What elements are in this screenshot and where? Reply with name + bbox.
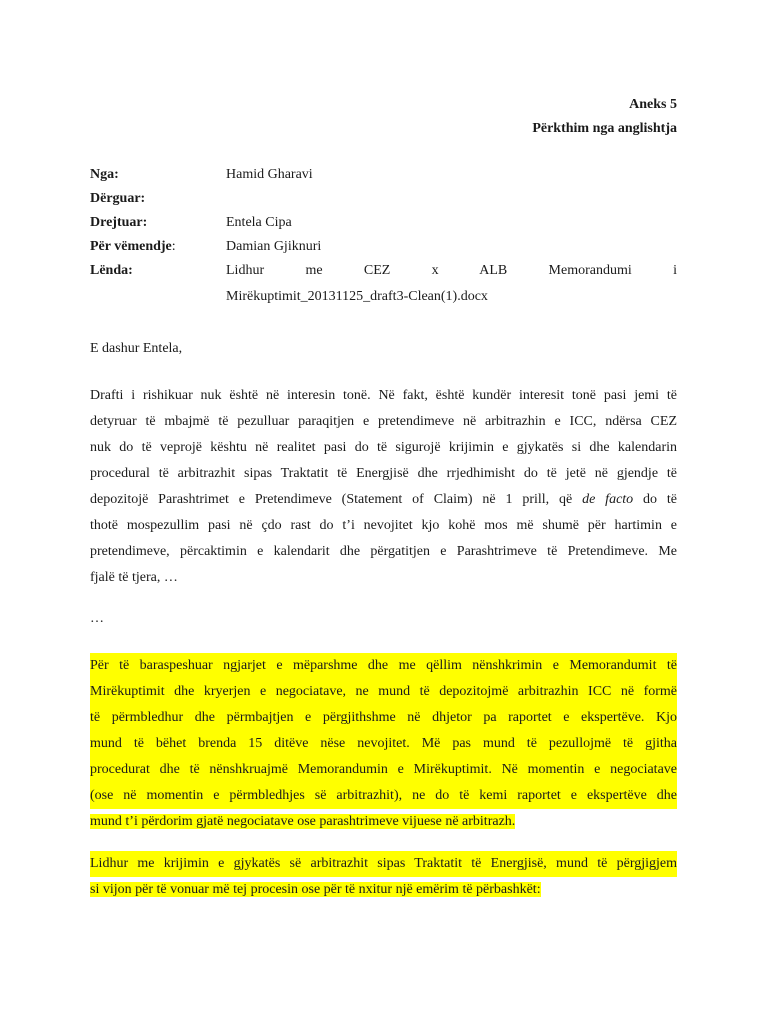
paragraph-1 [90, 383, 677, 591]
para1-line: thotë mospezullim pasi në çdo rast do t’i nevojitet kjo kohë mos më shumë për hartimin e [90, 518, 677, 533]
sent-label: Dërguar: [90, 191, 146, 206]
paragraph-2-highlighted [90, 653, 677, 835]
para2-last-line: mund t’i përdorim gjatë negociatave ose parashtrimeve vijuese në arbitrazh. [90, 814, 516, 829]
to-label: Drejtuar: [90, 215, 148, 230]
para1-line: procedural të arbitrazhit sipas Traktatit të Energjisë dhe rrjedhimisht do të jetë në gjendje të [90, 466, 677, 481]
cc-value: Damian Gjiknuri [226, 239, 322, 254]
para2-line: procedurat dhe të nënshkruajmë Memorandumin e Mirëkuptimit. Në momentin e negociatave [90, 757, 677, 783]
header-to-row [90, 211, 677, 235]
para2-line: (ose në momentin e përmbledhjes së arbitrazhit), ne do të kemi raportet e ekspertëve dhe [90, 783, 677, 809]
subject-line-2: Mirëkuptimit_20131125_draft3-Clean(1).docx [226, 289, 488, 304]
subject-label: Lënda: [90, 263, 133, 278]
annex-subtitle: Përkthim nga anglishtja [532, 121, 677, 136]
para1-line: pretendimeve, përcaktimin e kalendarit dhe përgatitjen e Parashtrimeve të Pretendimeve. Me [90, 544, 677, 559]
annex-title: Aneks 5 [629, 97, 677, 112]
header-sent-row [90, 187, 677, 211]
para3-last-line: si vijon për të vonuar më tej procesin ose për të nxitur një emërim të përbashkët: [90, 882, 541, 897]
para3-line: Lidhur me krijimin e gjykatës së arbitrazhit sipas Traktatit të Energjisë, mund të përgjigjem [90, 851, 677, 877]
para2-line: mund të bëhet brenda 15 ditëve nëse nevojitet. Më pas mund të pezullojmë të gjitha [90, 731, 677, 757]
para2-line: të përmbledhur dhe përmbajtjen e përgjithshme në dhjetor pa raportet e ekspertëve. Kjo [90, 705, 677, 731]
annex-heading [532, 93, 677, 141]
header-subject-row [90, 259, 677, 283]
subject-line-1: Lidhur me CEZ x ALB Memorandumi i [226, 263, 677, 278]
header-from-row [90, 163, 677, 187]
from-value: Hamid Gharavi [226, 167, 313, 182]
para1-line: fjalë të tjera, … [90, 570, 178, 585]
cc-label: Për vëmendje [90, 239, 172, 254]
from-label: Nga: [90, 167, 119, 182]
para1-line: Drafti i rishikuar nuk është në interesin tonë. Në fakt, është kundër interesit tonë pasi jemi të [90, 388, 677, 403]
para2-line: Për të baraspeshuar ngjarjet e mëparshme dhe me qëllim nënshkrimin e Memorandumit të [90, 653, 677, 679]
ellipsis: … [90, 611, 104, 626]
to-value: Entela Cipa [226, 215, 292, 230]
cc-colon: : [171, 239, 176, 254]
para2-line: Mirëkuptimit dhe kryerjen e negociatave, ne mund të depozitojmë arbitrazhin ICC në formë [90, 679, 677, 705]
para1-line-with-italic: depozitojë Parashtrimet e Pretendimeve (Statement of Claim) në 1 prill, që de facto do të [90, 492, 677, 507]
italic-de-facto: de facto [582, 492, 634, 507]
para1-line: detyruar të mbajmë të pezulluar paraqitjen e pretendimeve në arbitrazhin e ICC, ndërsa CEZ [90, 414, 677, 429]
header-subject-row-2 [90, 285, 677, 309]
para1-line: nuk do të veprojë kështu në realitet pasi do të sigurojë krijimin e gjykatës si dhe kalendarin [90, 440, 677, 455]
header-cc-row [90, 235, 677, 259]
greeting: E dashur Entela, [90, 341, 183, 356]
paragraph-3-highlighted [90, 851, 677, 903]
